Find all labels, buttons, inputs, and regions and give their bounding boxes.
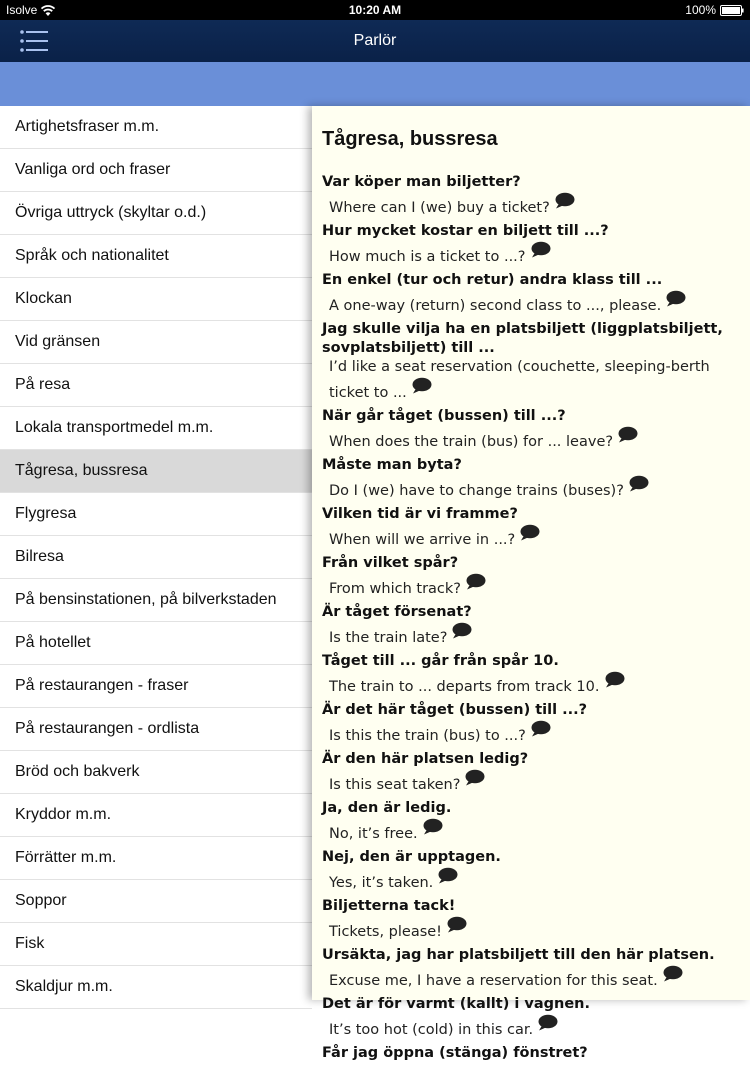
sidebar-item[interactable] bbox=[0, 794, 312, 837]
phrase-english: Where can I (we) buy a ticket? bbox=[329, 200, 550, 216]
phrase-swedish: Är den här platsen ledig? bbox=[322, 751, 529, 767]
phrase-swedish: När går tåget (bussen) till ...? bbox=[322, 408, 566, 424]
sidebar-item[interactable] bbox=[0, 106, 312, 149]
clock: 10:20 AM bbox=[348, 3, 402, 17]
phrase-english: The train to ... departs from track 10. bbox=[329, 679, 600, 695]
phrase-english-line bbox=[322, 769, 738, 795]
phrase-item bbox=[322, 505, 738, 550]
phrase-item bbox=[322, 946, 738, 991]
sidebar-item-label: Kryddor m.m. bbox=[15, 806, 112, 823]
sidebar-item-label: Fisk bbox=[15, 935, 45, 952]
phrase-swedish: Måste man byta? bbox=[322, 457, 462, 473]
phrase-english-line bbox=[322, 867, 738, 893]
phrase-item bbox=[322, 995, 738, 1040]
speech-bubble-icon[interactable] bbox=[422, 818, 443, 835]
sidebar-item[interactable] bbox=[0, 493, 312, 536]
phrase-swedish: Ursäkta, jag har platsbiljett till den här platsen. bbox=[322, 947, 715, 963]
phrase-english-line bbox=[322, 426, 738, 452]
carrier-label: Isolve bbox=[6, 3, 38, 17]
sidebar-item-label: Vanliga ord och fraser bbox=[15, 161, 171, 178]
sidebar-item-label: Vid gränsen bbox=[15, 333, 101, 350]
section-heading: Tågresa, bussresa bbox=[322, 128, 498, 150]
battery-icon bbox=[720, 5, 744, 16]
sidebar-item[interactable] bbox=[0, 966, 312, 1009]
phrase-english-line bbox=[322, 358, 738, 403]
sidebar-item[interactable] bbox=[0, 837, 312, 880]
phrase-english: When does the train (bus) for ... leave? bbox=[329, 434, 614, 450]
sidebar-item-label: Språk och nationalitet bbox=[15, 247, 169, 264]
phrase-item bbox=[322, 554, 738, 599]
phrase-english: No, it’s free. bbox=[329, 826, 418, 842]
phrase-english: Excuse me, I have a reservation for this seat. bbox=[329, 973, 658, 989]
phrase-english: Tickets, please! bbox=[329, 924, 442, 940]
sidebar-item-label: På restaurangen - fraser bbox=[15, 677, 189, 694]
sidebar-item-label: Övriga uttryck (skyltar o.d.) bbox=[15, 204, 207, 221]
sidebar-item[interactable] bbox=[0, 192, 312, 235]
speech-bubble-icon[interactable] bbox=[628, 475, 649, 492]
phrase-english-line bbox=[322, 475, 738, 501]
phrase-english-line bbox=[322, 622, 738, 648]
sidebar-item-label: Artighetsfraser m.m. bbox=[15, 118, 160, 135]
phrase-swedish: Det är för varmt (kallt) i vagnen. bbox=[322, 996, 591, 1012]
phrase-english-line bbox=[322, 241, 738, 267]
sidebar-item[interactable] bbox=[0, 751, 312, 794]
phrase-item bbox=[322, 848, 738, 893]
sidebar-item[interactable] bbox=[0, 235, 312, 278]
phrase-list bbox=[322, 173, 738, 1067]
sidebar-item[interactable] bbox=[0, 622, 312, 665]
speech-bubble-icon[interactable] bbox=[451, 622, 472, 639]
status-bar bbox=[0, 0, 750, 20]
phrase-english: Is the train late? bbox=[329, 630, 448, 646]
phrase-panel bbox=[312, 106, 750, 1061]
sidebar-item[interactable] bbox=[0, 149, 312, 192]
sidebar-item[interactable] bbox=[0, 923, 312, 966]
sidebar-item[interactable] bbox=[0, 880, 312, 923]
phrase-english: When will we arrive in ...? bbox=[329, 532, 516, 548]
phrase-english-line bbox=[322, 573, 738, 599]
sidebar-item[interactable] bbox=[0, 278, 312, 321]
speech-bubble-icon[interactable] bbox=[537, 1014, 558, 1031]
sidebar-item-label: På bensinstationen, på bilverkstaden bbox=[15, 591, 277, 608]
phrase-english: I’d like a seat reservation (couchette, sleeping-berth ticket to ... bbox=[329, 359, 710, 401]
sidebar-item-label: Flygresa bbox=[15, 505, 77, 522]
speech-bubble-icon[interactable] bbox=[617, 426, 638, 443]
sidebar-item-label: På resa bbox=[15, 376, 71, 393]
sidebar-item-label: Skaldjur m.m. bbox=[15, 978, 113, 995]
phrase-item bbox=[322, 750, 738, 795]
speech-bubble-icon[interactable] bbox=[662, 965, 683, 982]
speech-bubble-icon[interactable] bbox=[465, 573, 486, 590]
phrase-english-line bbox=[322, 965, 738, 991]
sidebar-item[interactable] bbox=[0, 536, 312, 579]
phrase-item bbox=[322, 799, 738, 844]
category-list bbox=[0, 106, 312, 1000]
phrase-english-line bbox=[322, 290, 738, 316]
phrase-english: From which track? bbox=[329, 581, 461, 597]
sidebar-item-label: På hotellet bbox=[15, 634, 91, 651]
battery-percentage: 100% bbox=[685, 3, 716, 17]
phrase-swedish: En enkel (tur och retur) andra klass till ... bbox=[322, 272, 663, 288]
sidebar-item-label: Bröd och bakverk bbox=[15, 763, 140, 780]
sidebar-item[interactable] bbox=[0, 708, 312, 751]
speech-bubble-icon[interactable] bbox=[519, 524, 540, 541]
phrase-english: A one-way (return) second class to ..., please. bbox=[329, 298, 662, 314]
speech-bubble-icon[interactable] bbox=[604, 671, 625, 688]
phrase-item bbox=[322, 897, 738, 942]
navigation-bar bbox=[0, 20, 750, 62]
phrase-english: Do I (we) have to change trains (buses)? bbox=[329, 483, 624, 499]
phrase-english-line bbox=[322, 192, 738, 218]
speech-bubble-icon[interactable] bbox=[665, 290, 686, 307]
sidebar-item[interactable] bbox=[0, 407, 312, 450]
phrase-swedish: Nej, den är upptagen. bbox=[322, 849, 501, 865]
phrase-item bbox=[322, 456, 738, 501]
speech-bubble-icon[interactable] bbox=[437, 867, 458, 884]
sidebar-item-label: Förrätter m.m. bbox=[15, 849, 117, 866]
speech-bubble-icon[interactable] bbox=[464, 769, 485, 786]
phrase-swedish: Biljetterna tack! bbox=[322, 898, 456, 914]
phrase-swedish: Vilken tid är vi framme? bbox=[322, 506, 518, 522]
nav-title: Parlör bbox=[353, 32, 397, 49]
phrase-english: Yes, it’s taken. bbox=[329, 875, 434, 891]
sidebar-item-label: Klockan bbox=[15, 290, 72, 307]
speech-bubble-icon[interactable] bbox=[411, 377, 432, 394]
sidebar-item[interactable] bbox=[0, 579, 312, 622]
phrase-swedish: Hur mycket kostar en biljett till ...? bbox=[322, 223, 609, 239]
phrase-english-line bbox=[322, 671, 738, 697]
phrase-item bbox=[322, 271, 738, 316]
phrase-swedish: Är det här tåget (bussen) till ...? bbox=[322, 702, 588, 718]
phrase-item bbox=[322, 407, 738, 452]
toolbar-band bbox=[0, 62, 750, 106]
sidebar-item-label: Soppor bbox=[15, 892, 67, 909]
speech-bubble-icon[interactable] bbox=[530, 241, 551, 258]
sidebar-item-label: På restaurangen - ordlista bbox=[15, 720, 200, 737]
phrase-swedish: Får jag öppna (stänga) fönstret? bbox=[322, 1045, 588, 1061]
phrase-english-line bbox=[322, 720, 738, 746]
phrase-swedish: Tåget till ... går från spår 10. bbox=[322, 653, 559, 669]
sidebar-item-label: Bilresa bbox=[15, 548, 64, 565]
sidebar-item[interactable] bbox=[0, 450, 312, 493]
speech-bubble-icon[interactable] bbox=[530, 720, 551, 737]
phrase-item bbox=[322, 603, 738, 648]
phrase-swedish: Var köper man biljetter? bbox=[322, 174, 521, 190]
phrase-item bbox=[322, 222, 738, 267]
phrase-english-line bbox=[322, 818, 738, 844]
phrase-item bbox=[322, 320, 738, 403]
sidebar-item-label: Tågresa, bussresa bbox=[15, 462, 148, 479]
phrase-english: Is this the train (bus) to ...? bbox=[329, 728, 526, 744]
phrase-swedish: Från vilket spår? bbox=[322, 555, 459, 571]
speech-bubble-icon[interactable] bbox=[446, 916, 467, 933]
sidebar-item[interactable] bbox=[0, 665, 312, 708]
phrase-swedish: Är tåget försenat? bbox=[322, 604, 472, 620]
speech-bubble-icon[interactable] bbox=[554, 192, 575, 209]
phrase-swedish: Ja, den är ledig. bbox=[322, 800, 452, 816]
phrase-swedish: Jag skulle vilja ha en platsbiljett (liggplatsbiljett, sovplatsbiljett) till ... bbox=[322, 321, 723, 356]
phrase-english: Is this seat taken? bbox=[329, 777, 461, 793]
sidebar-item[interactable] bbox=[0, 321, 312, 364]
sidebar-item[interactable] bbox=[0, 364, 312, 407]
phrase-english-line bbox=[322, 916, 738, 942]
phrase-item bbox=[322, 652, 738, 697]
phrase-english-line bbox=[322, 1014, 738, 1040]
sidebar-item-label: Lokala transportmedel m.m. bbox=[15, 419, 214, 436]
phrase-english: It’s too hot (cold) in this car. bbox=[329, 1022, 534, 1038]
phrase-item bbox=[322, 701, 738, 746]
phrase-english-line bbox=[322, 524, 738, 550]
phrase-item bbox=[322, 173, 738, 218]
phrase-item bbox=[322, 1044, 738, 1063]
phrase-english: How much is a ticket to ...? bbox=[329, 249, 526, 265]
